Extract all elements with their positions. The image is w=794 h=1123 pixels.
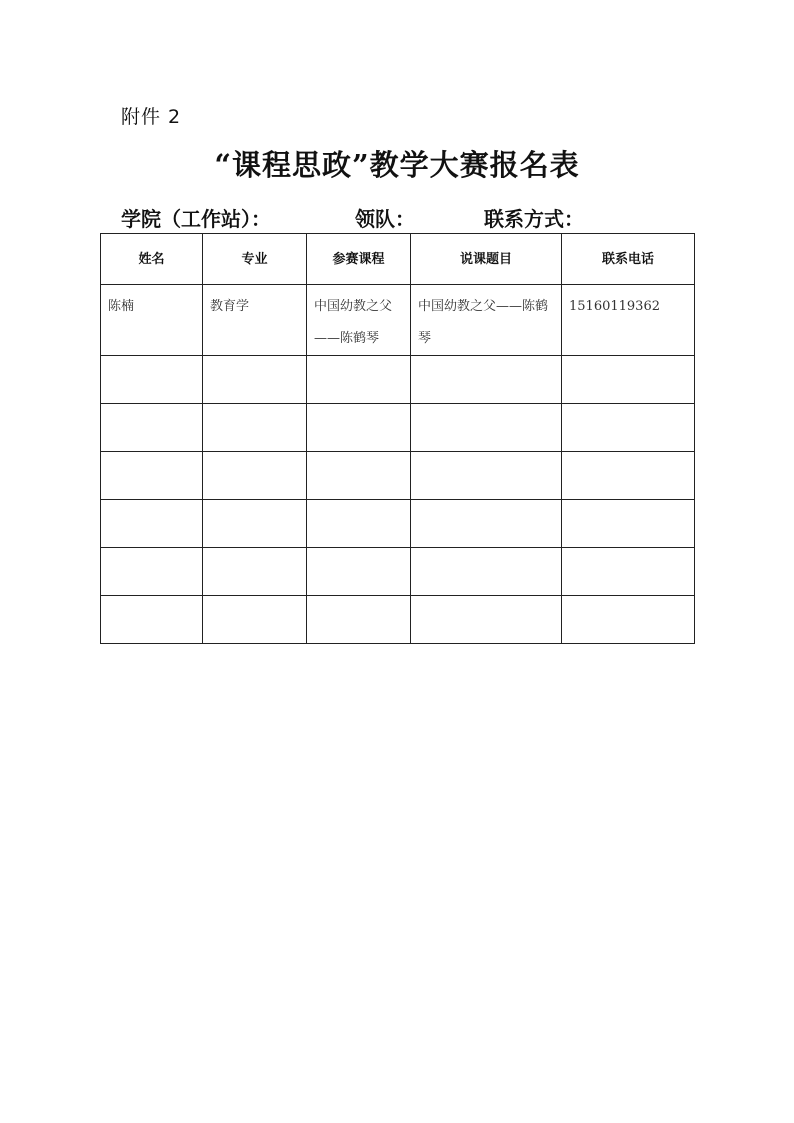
empty-cell xyxy=(411,356,562,404)
empty-cell xyxy=(101,548,203,596)
empty-cell xyxy=(203,452,307,500)
empty-cell xyxy=(203,596,307,644)
empty-cell xyxy=(562,548,695,596)
empty-table-row xyxy=(101,500,695,548)
empty-cell xyxy=(562,596,695,644)
empty-cell xyxy=(411,548,562,596)
attachment-label: 附件 2 xyxy=(121,106,182,128)
leader-field-label: 领队： xyxy=(355,207,415,231)
empty-cell xyxy=(411,452,562,500)
empty-cell xyxy=(562,452,695,500)
cell-major: 教育学 xyxy=(203,285,307,356)
empty-cell xyxy=(307,500,411,548)
empty-cell xyxy=(203,548,307,596)
table-row xyxy=(101,285,695,356)
empty-cell xyxy=(203,500,307,548)
empty-cell xyxy=(101,404,203,452)
page-title: “课程思政”教学大赛报名表 xyxy=(214,148,580,182)
header-course: 参赛课程 xyxy=(307,234,411,285)
empty-cell xyxy=(203,356,307,404)
cell-topic: 中国幼教之父——陈鹤琴 xyxy=(411,285,562,356)
empty-cell xyxy=(411,596,562,644)
header-major: 专业 xyxy=(203,234,307,285)
empty-cell xyxy=(101,452,203,500)
header-phone: 联系电话 xyxy=(562,234,695,285)
empty-table-row xyxy=(101,404,695,452)
empty-cell xyxy=(562,500,695,548)
header-name: 姓名 xyxy=(101,234,203,285)
empty-cell xyxy=(307,356,411,404)
empty-cell xyxy=(203,404,307,452)
cell-course: 中国幼教之父——陈鹤琴 xyxy=(307,285,411,356)
header-topic: 说课题目 xyxy=(411,234,562,285)
empty-cell xyxy=(307,404,411,452)
empty-cell xyxy=(307,548,411,596)
empty-table-row xyxy=(101,356,695,404)
empty-table-row xyxy=(101,452,695,500)
empty-cell xyxy=(411,500,562,548)
empty-cell xyxy=(562,356,695,404)
empty-cell xyxy=(101,596,203,644)
cell-name: 陈楠 xyxy=(101,285,203,356)
college-field-label: 学院（工作站）： xyxy=(121,207,271,231)
empty-cell xyxy=(101,356,203,404)
empty-cell xyxy=(101,500,203,548)
empty-table-row xyxy=(101,596,695,644)
empty-cell xyxy=(307,596,411,644)
empty-cell xyxy=(411,404,562,452)
empty-cell xyxy=(562,404,695,452)
empty-cell xyxy=(307,452,411,500)
cell-phone: 15160119362 xyxy=(562,285,695,356)
table-header-row xyxy=(101,234,695,285)
contact-field-label: 联系方式： xyxy=(484,207,584,231)
empty-table-row xyxy=(101,548,695,596)
registration-table xyxy=(100,233,695,644)
